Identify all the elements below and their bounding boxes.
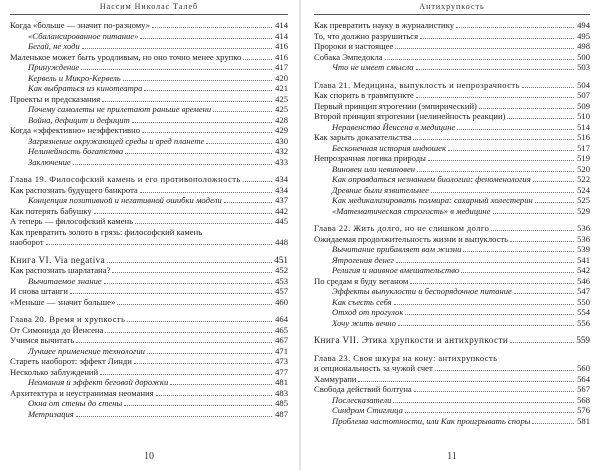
toc-entry-title: и опциональность за чужой счет [314,363,433,373]
toc-subentry [10,195,288,206]
toc-entry-title: Как съесть себя [332,296,392,307]
toc-page-number: 500 [577,51,590,62]
toc-page-number: 442 [275,205,288,216]
toc-entry-title: Маленькое может быть уродливым, но оно точно менее хрупко [10,51,242,62]
book-gutter [299,0,301,470]
toc-entry-title: Загрязнение окружающей среды и вред планете [28,135,205,146]
toc-entry-title: Свобода действий болтуна [314,384,412,394]
toc-entry [10,185,288,196]
toc-entry-title: Как спорить в травмпункте [314,90,414,100]
toc-page-number: 428 [275,114,288,125]
toc-page-number: 465 [275,324,288,335]
dot-leader [420,38,574,39]
toc-subentry [314,143,590,154]
toc-page-number: 516 [577,132,590,142]
toc-page-number: 498 [577,41,590,51]
toc-entry-title: Принуждение [28,62,80,72]
running-header-title: Антихрупкость [419,2,485,11]
dot-leader [213,111,272,112]
dot-leader [170,384,272,385]
toc-entry-title: наоборот [10,237,44,247]
dot-leader [140,192,272,193]
toc-entry-title: Как медикализировать полмира: сахарный холестерин [332,195,533,205]
dot-leader [243,59,272,60]
toc-entry-title: Глава 20. Время и хрупкость [10,314,126,324]
toc-subentry [10,146,288,157]
toc-page-number: 433 [275,156,288,167]
toc-page-number: 477 [275,366,288,377]
toc-entry [10,216,288,227]
toc-page-number: 416 [275,51,288,62]
dot-leader [395,48,574,49]
dot-leader [105,332,272,333]
toc-page-number: 541 [577,254,590,265]
toc-page-number: 560 [577,363,590,373]
toc-page-number: 529 [577,205,590,216]
toc-page-number: 437 [275,195,288,205]
toc-page-number: 503 [577,62,590,72]
toc-entry-title: Виновен или невиновен [332,163,416,174]
toc-page-number: 556 [577,317,590,328]
toc-list-right [314,20,590,426]
toc-page-number: 445 [275,216,288,226]
toc-subentry [314,195,590,206]
toc-entry-title: Как распознать шарлатана? [10,265,111,275]
toc-subentry [10,377,288,388]
toc-part [10,255,288,266]
toc-subentry [314,244,590,255]
toc-entry-title: Глава 19. Философский камень и его противоположность [10,174,241,184]
toc-subentry [10,62,288,73]
toc-entry-title: Бесконечная история индюшек [332,142,446,153]
toc-entry-title: Нелинейность богатства [28,146,124,156]
dot-leader [435,370,574,371]
toc-subentry [10,346,288,357]
toc-page-number: 464 [275,314,288,324]
toc-entry-title: А теперь — философский камень [10,216,134,226]
dot-leader [76,342,272,343]
toc-page-number: 434 [275,174,288,184]
toc-page-number: 414 [275,30,288,41]
dot-leader [102,101,272,102]
toc-entry-title: Метризация [28,408,74,419]
toc-entry [10,286,288,297]
dot-leader [100,374,272,375]
dot-leader [522,87,574,88]
toc-subentry [314,416,590,427]
toc-page-number: 452 [275,265,288,275]
toc-subentry [10,31,288,42]
toc-page-number: 536 [577,233,590,244]
toc-page-number: 467 [275,335,288,345]
toc-entry-title: Глава 23. Своя шкура на кону: антихрупкость [314,352,498,363]
dot-leader [123,80,272,81]
dot-leader [479,108,574,109]
dot-leader [514,293,574,294]
toc-page-number: 483 [275,387,288,398]
toc-chapter [10,174,288,185]
toc-subentry [314,164,590,175]
dot-leader [125,153,272,154]
toc-subentry [314,318,590,329]
toc-page-number: 517 [577,142,590,153]
dot-leader [107,262,272,263]
toc-entry-title: Неомания и эффект беговой дорожки [28,377,169,387]
dot-leader [461,272,574,273]
toc-entry-title: Как потерять бабушку [10,205,92,216]
toc-entry-title: Книга VII. Этика хрупкости и антихрупкости [314,335,509,345]
toc-chapter [314,223,590,234]
dot-leader [398,325,574,326]
dot-leader [405,314,574,315]
toc-entry-title: Война, дефицит и дефицит [28,114,130,125]
toc-subentry [10,41,288,52]
toc-page-number: 509 [577,100,590,111]
toc-entry-title: Как зарыть доказательства [314,132,412,142]
toc-entry [10,20,288,31]
dot-leader [463,251,574,252]
toc-page-number: 539 [577,244,590,254]
toc-chapter [314,80,590,91]
dot-leader [394,304,574,305]
toc-entry [314,52,590,63]
toc-page-number: 550 [577,296,590,307]
dot-leader [134,363,272,364]
toc-entry-title: Несколько заблуждений [10,366,99,377]
toc-page-number: 481 [275,377,288,387]
toc-entry [10,206,288,217]
dot-leader [410,283,574,284]
dot-leader [393,402,574,403]
toc-page-number: 520 [577,163,590,174]
toc-entry-title: Послесказатели [332,394,392,405]
toc-page-number: 568 [577,394,590,405]
dot-leader [224,202,272,203]
toc-subentry [10,83,288,94]
toc-subentry [314,405,590,416]
toc-page-number: 547 [577,286,590,296]
toc-page-number: 471 [275,345,288,356]
toc-entry-title: Архитектура и неустранимая неомания [10,387,154,398]
toc-page-number: 542 [577,265,590,275]
toc-page-number: 507 [577,90,590,100]
toc-page-number: 460 [275,296,288,307]
toc-page-number: 425 [275,93,288,104]
toc-part [314,335,590,346]
dot-leader [358,381,574,382]
toc-page-number: 434 [275,184,288,195]
toc-entry-title: «Меньше — значит больше» [10,296,116,307]
dot-leader [533,181,574,182]
toc-list-left [10,20,288,419]
dot-leader [127,321,272,322]
toc-page-number: 525 [577,195,590,205]
toc-entry-title: Эффекты выпуклости и беспорядочное питание [332,286,512,296]
toc-entry [314,111,590,122]
toc-subentry [314,297,590,308]
dot-leader [448,150,574,151]
dot-leader [243,181,272,182]
toc-entry-title: Как превратить науку в журналистику [314,20,454,30]
toc-chapter-continuation [314,363,590,374]
toc-page-number: 421 [275,83,288,93]
toc-page-number: 559 [576,335,590,345]
toc-entry-title: Бегай, не ходи [28,41,80,51]
toc-entry-title: Глава 22. Жить долго, но не слишком долго [314,223,490,233]
toc-entry [10,367,288,378]
toc-entry-title: Окна от стены до стены [28,398,123,408]
dot-leader [385,59,574,60]
toc-page-number: 425 [275,104,288,114]
toc-page-number: 519 [577,153,590,163]
toc-entry-title: Проблема частотности, или Как проигрывать споры [332,415,531,426]
toc-page-number: 522 [577,174,590,184]
toc-page-number: 504 [577,79,590,90]
toc-entry-title: Как распознать будущего банкрота [10,184,138,195]
toc-entry-title: Учимся вычитать [10,335,75,345]
toc-entry-title: Вычитаемое знание [28,275,102,286]
dot-leader [46,244,272,245]
toc-page-number: 494 [577,20,590,30]
toc-page-number: 429 [275,125,288,135]
toc-entry [10,388,288,399]
toc-entry-title: Первый принцип ятрогении (эмпирический) [314,100,477,111]
toc-page-number: 536 [577,223,590,233]
toc-entry [10,325,288,336]
dot-leader [532,423,574,424]
toc-entry-title: «Сбалансированное питание» [28,30,139,41]
running-header-author: Нассим Николас Талеб [99,2,199,11]
dot-leader [206,143,272,144]
toc-subentry [314,395,590,406]
dot-leader [152,27,272,28]
toc-subentry [314,122,590,133]
header-rule [10,14,288,15]
page-number: 10 [144,451,154,462]
dot-leader [431,192,574,193]
toc-subentry [10,104,288,115]
dot-leader [416,97,574,98]
toc-page-number: 420 [275,72,288,83]
toc-page-number: 564 [577,373,590,384]
toc-page-number: 546 [577,275,590,286]
toc-page-number: 487 [275,408,288,419]
toc-subentry [10,157,288,168]
toc-subentry [314,174,590,185]
toc-entry [314,31,590,42]
toc-page-number: 457 [275,286,288,296]
toc-entry [314,153,590,164]
toc-page-number: 554 [577,307,590,317]
toc-subentry [10,115,288,126]
toc-entry [10,94,288,105]
toc-chapter [10,314,288,325]
dot-leader [457,129,574,130]
dot-leader [507,118,574,119]
toc-entry-title: Как оправдаться незнанием биологии: феноменология [332,174,531,184]
toc-entry-title: Хаммурапи [314,373,357,384]
toc-entry [314,90,590,101]
toc-page-number: 417 [275,62,288,72]
dot-leader [132,122,272,123]
toc-entry [10,297,288,308]
toc-entry-title: Что не имеет смысла [332,62,414,72]
toc-page-number: 432 [275,146,288,156]
toc-entry [314,276,590,287]
toc-entry [314,132,590,143]
toc-entry-title: Кервель и Микро-Кервель [28,72,121,83]
toc-entry [314,101,590,112]
toc-entry-title: Лучшее применение технологии [28,345,145,356]
toc-entry-title: Ожидаемая продолжительность жизни и выпуклость [314,233,509,244]
dot-leader [135,223,272,224]
toc-entry-title: Как превратить золото в грязь: философский камень [10,226,203,237]
dot-leader [140,38,272,39]
toc-entry-title: Глава 21. Медицина, выпуклость и непрозрачность [314,79,520,90]
toc-entry [10,335,288,346]
toc-entry-title: То, что должно разрушиться [314,30,419,41]
toc-entry-title: Синдром Стиглица [332,405,403,415]
toc-entry-title: Книга VI. Via negativa [10,254,106,265]
toc-entry-title: Древние были язвительнее [332,184,429,195]
toc-entry-title: Почему самолеты не прилетают раньше времени [28,104,212,114]
dot-leader [416,69,574,70]
toc-entry-title: По средам я буду веганом [314,275,409,286]
toc-entry [10,52,288,63]
dot-leader [156,395,272,396]
dot-leader [73,164,272,165]
toc-subentry [314,255,590,266]
toc-page-number: 453 [275,275,288,286]
dot-leader [413,139,574,140]
toc-entry-title: От Симонида до Йенсена [10,324,104,335]
toc-page-number: 576 [577,405,590,415]
toc-page-number: 567 [577,384,590,394]
toc-subentry [10,398,288,409]
dot-leader [456,27,574,28]
toc-entry [314,20,590,31]
left-page [0,0,298,470]
toc-page-number: 448 [275,237,288,247]
dot-leader [94,213,272,214]
toc-entry-title: Как выбраться из кинотеатра [28,83,143,93]
dot-leader [414,391,574,392]
toc-page-number: 451 [274,254,288,265]
dot-leader [491,230,574,231]
dot-leader [112,272,272,273]
toc-entry-title: Вычитание прибавляет вам жизни [332,244,462,254]
toc-entry [10,265,288,276]
toc-page-number: 485 [275,398,288,408]
toc-subentry [10,409,288,420]
toc-entry [314,384,590,395]
toc-entry [314,374,590,385]
header-rule [314,14,590,15]
toc-entry-title: Когда «больше — значит по-разному» [10,20,150,30]
toc-page-number: 430 [275,135,288,146]
toc-page-number: 495 [577,30,590,41]
dot-leader [117,304,272,305]
toc-entry-title: Заключение [28,156,71,167]
dot-leader [76,416,272,417]
toc-subentry [314,206,590,217]
dot-leader [510,342,574,343]
toc-entry-title: И снова штанги [10,286,68,296]
toc-entry-title: Непрозрачная логика природы [314,153,426,163]
toc-entry [10,356,288,367]
dot-leader [142,132,272,133]
dot-leader [535,202,574,203]
dot-leader [144,90,272,91]
toc-subentry [10,136,288,147]
toc-entry-title: Стареть наоборот: эффект Линди [10,356,132,366]
toc-subentry [10,73,288,84]
toc-subentry [10,276,288,287]
toc-subentry [314,185,590,196]
toc-entry-title: Проекты и предсказания [10,93,101,104]
toc-entry-title: Второй принцип ятрогении (нелинейность реакции) [314,111,506,121]
dot-leader [417,171,574,172]
toc-page-number: 416 [275,41,288,51]
dot-leader [428,160,574,161]
dot-leader [124,405,272,406]
toc-page-number: 473 [275,356,288,366]
dot-leader [510,241,574,242]
toc-entry [10,125,288,136]
dot-leader [104,283,272,284]
toc-subentry [314,265,590,276]
dot-leader [82,48,272,49]
dot-leader [405,412,574,413]
toc-page-number: 524 [577,184,590,195]
dot-leader [81,69,272,70]
toc-entry-title: Когда «эффективно» неэффективно [10,125,141,135]
toc-entry-title: Пророки и настоящее [314,41,394,51]
right-page [302,0,600,470]
toc-entry [314,234,590,245]
dot-leader [70,293,272,294]
toc-page-number: 581 [577,415,590,426]
page-number: 11 [447,451,457,462]
toc-page-number: 510 [577,111,590,121]
toc-entry-title: Хочу жить вечно [332,317,396,328]
toc-entry-title: Неравенство Йенсена в медицине [332,121,456,132]
dot-leader [147,353,272,354]
toc-page-number: 514 [577,121,590,132]
toc-subentry [314,286,590,297]
toc-chapter [314,353,590,364]
toc-subentry [314,62,590,73]
toc-entry-title: Собака Эмпедокла [314,51,383,62]
toc-entry [10,227,288,238]
toc-entry-title: Ятрогения денег [332,254,395,265]
toc-entry-continuation [10,237,288,248]
dot-leader [396,262,574,263]
toc-entry-title: «Математическая строгость» в медицине [332,205,491,216]
dot-leader [493,213,574,214]
toc-subentry [314,307,590,318]
toc-entry [314,41,590,52]
toc-page-number: 414 [275,20,288,30]
toc-entry-title: Отход от прогулок [332,307,404,317]
toc-entry-title: Концепция позитивной и негативной ошибки модели [28,195,222,205]
toc-entry-title: Религия и наивное вмешательство [332,265,460,275]
